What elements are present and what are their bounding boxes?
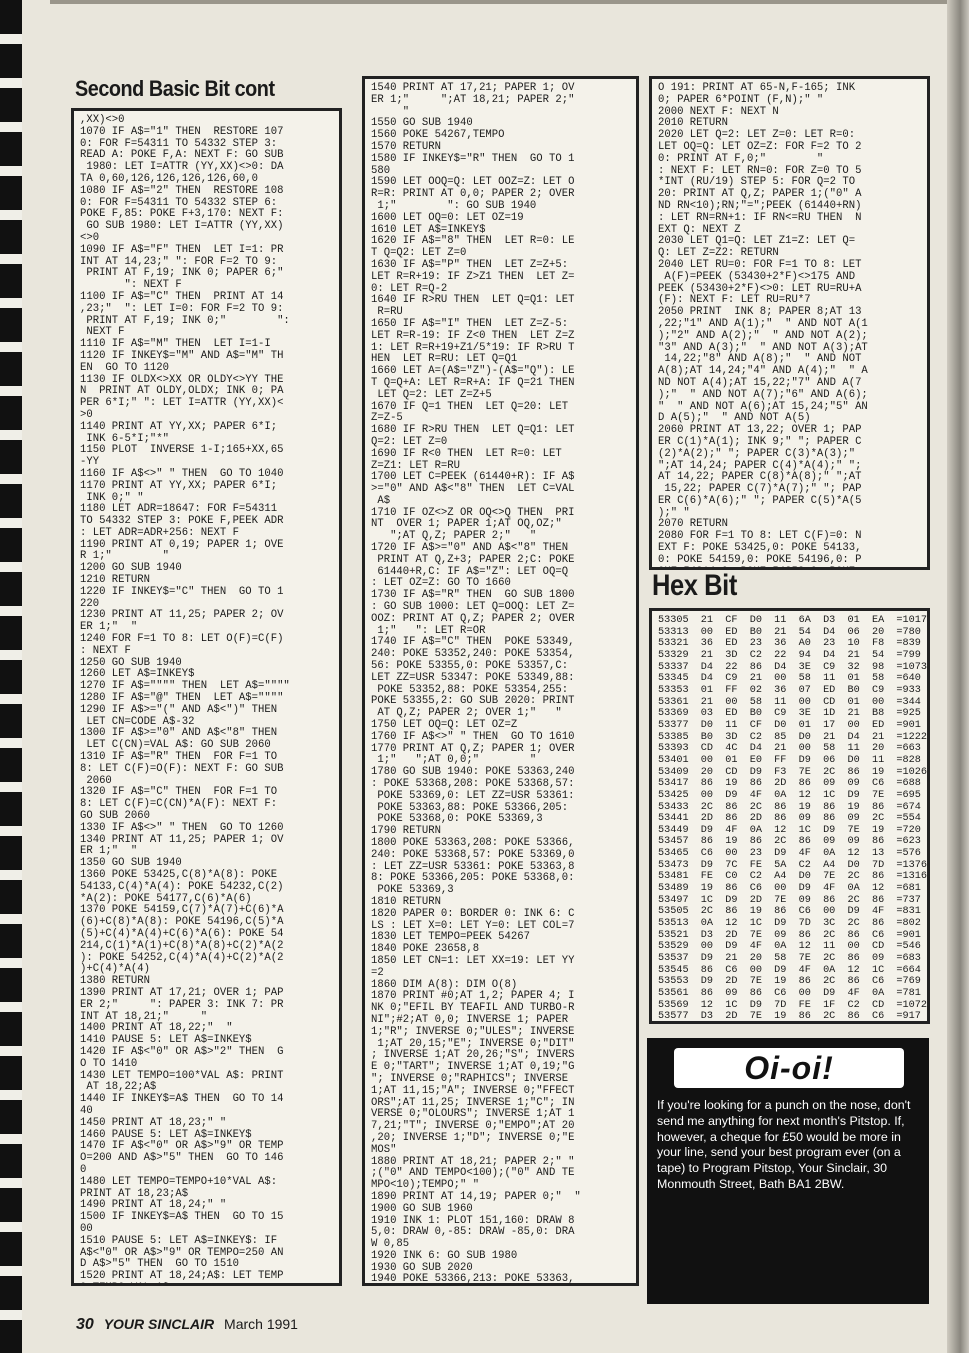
oi-oi-text: If you're looking for a punch on the nose, don't send me anything for next month's Pitstop. If, however, a cheque for £50 would be more in your line, send your best program ever (on a tape) to Program Pitstop, Your Sinclair, 30 Monmouth Street, Bath BA1 2BW.: [657, 1098, 911, 1191]
basic-listing-column-3: [649, 76, 930, 570]
listing-text: 53305 21 CF D0 11 6A D3 01 EA =1017 53313 00 ED B0 21 54 D4 06 20 =780 53321 36 ED 23 36 A0 23 10 F8 =839 53329 21 3D C2 22 94 D4 21 54 =799 53337 D4 22 86 D4 3E C9 32 98 =1073 53345 D4 C9 21 00 58 11 01 58 =640 53353 01 FF 02 36 07 ED B0 C9 =933 53361 21 00 58 11 00 CD 01 00 =344 53369 03 ED B0 C9 3E 1D 21 B8 =925 53377 D0 11 CF D0 01 17 00 ED =901 53385 B0 3D C2 85 D0 21 D4 21 =1222 53393 CD 4C D4 21 00 58 11 20 =663 53401 00 01 E0 FF D9 06 D0 11 =828 53409 20 CD D9 F3 7E 2C 86 19 =1026 53417 86 19 86 2D 86 09 09 C6 =688 53425 00 D9 4F 0A 12 1C D9 7E =695 53433 2C 86 2C 86 19 86 19 86 =674 53441 2D 86 2D 86 09 86 09 2C =554 53449 D9 4F 0A 12 1C D9 7E 19 =720 53457 86 19 86 2C 86 09 09 86 =623 53465 C6 00 23 D9 4F 0A 12 13 =576 53473 D9 7C FE 5A C2 A4 D0 7D =1376 53481 FE C0 C2 A4 D0 7E 2C 86 =1316 53489 19 86 C6 00 D9 4F 0A 12 =681 53497 1C D9 2D 7E 09 86 2C 86 =737 53505 2C 86 19 86 C6 00 D9 4F =831 53513 0A 12 1C D9 7D 3C 2C 86 =802 53521 D3 2D 7E 09 86 2C 86 C6 =901 53529 00 D9 4F 0A 12 11 00 CD =546 53537 D9 21 20 58 7E 2C 86 09 =683 53545 86 C6 00 D9 4F 0A 12 1C =664 53553 D9 2D 7E 19 86 2C 86 C6 =769 53561 86 09 86 C6 00 D9 4F 0A =781 53569 12 1C D9 7D FE 1F C2 CD =1072 53577 D3 2D 7E 19 86 2C 86 C6 =917: [658, 615, 927, 1023]
section-heading-hex: Hex Bit: [652, 569, 737, 602]
oi-oi-title: Oi-oi!: [674, 1048, 904, 1088]
listing-text: O 191: PRINT AT 65-N,F-165; INK 0; PAPER 6*POINT (F,N);" " 2000 NEXT F: NEXT N 2010 RETURN 2020 LET Q=2: LET Z=0: LET R=0: LET OQ=Q: LET OZ=Z: FOR F=2 TO 2 0: PRINT AT F,0;" " : NEXT F: LET RN=0: FOR Z=0 TO 5 *INT (RU/19) STEP 5: FOR Q=2 TO 20: PRINT AT Q,Z; PAPER 1;("0" A ND RN<10);RN;"=";PEEK (61440+RN) : LET RN=RN+1: IF RN<=RU THEN N EXT Q: NEXT Z 2030 LET Q1=Q: LET Z1=Z: LET Q= Q: LET Z=Z2: RETURN 2040 LET RU=0: FOR F=1 TO 8: LET A(F)=PEEK (53430+2*F)<>175 AND PEEK (53430+2*F)<>0: LET RU=RU+A (F): NEXT F: LET RU=RU*7 2050 PRINT INK 8; PAPER 8;AT 13 ,22;"1" AND A(1);" " AND NOT A(1 );"2" AND A(2);" " AND NOT A(2); "3" AND A(3);" " AND NOT A(3);AT 14,22;"8" AND A(8);" " AND NOT A(8);AT 14,24;"4" AND A(4);" " A ND NOT A(4);AT 15,22;"7" AND A(7 );" " AND NOT A(7);"6" AND A(6); " " AND NOT A(6);AT 15,24;"5" AN D A(5);" " AND NOT A(5) 2060 PRINT AT 13,22; OVER 1; PAP ER C(1)*A(1); INK 9;" "; PAPER C (2)*A(2);" "; PAPER C(3)*A(3);" ";AT 14,24; PAPER C(4)*A(4);" "; AT 14,22; PAPER C(8)*A(8);" ";AT 15,22; PAPER C(7)*A(7);" "; PAP ER C(6)*A(6);" "; PAPER C(5)*A(5 );" " 2070 RETURN 2080 FOR F=1 TO 8: LET C(F)=0: N EXT F: POKE 53425,0: POKE 54133, 0: POKE 54159,0: POKE 54196,0: P: [658, 82, 868, 566]
listing-text: 1540 PRINT AT 17,21; PAPER 1; OV ER 1;" ";AT 18,21; PAPER 2;" " 1550 GO SUB 1940 1560 POKE 54267,TEMPO 1570 RETURN 1580 IF INKEY$="R" THEN GO TO 1 580 1590 LET OOQ=Q: LET OOZ=Z: LET O R=R: PRINT AT 0,0; PAPER 2; OVER 1;" ": GO SUB 1940 1600 LET OQ=0: LET OZ=19 1610 LET A$=INKEY$ 1620 IF A$="8" THEN LET R=0: LE T Q=Q2: LET Z=0 1630 IF A$="P" THEN LET Z=Z+5: LET R=R+19: IF Z>Z1 THEN LET Z= 0: LET R=Q-2 1640 IF R>RU THEN LET Q=Q1: LET R=RU 1650 IF A$="I" THEN LET Z=Z-5: LET R=R-19: IF Z<0 THEN LET Z=Z 1: LET R=R+19+Z1/5*19: IF R>RU T HEN LET R=RU: LET Q=Q1 1660 LET A=(A$="Z")-(A$="Q"): LE T Q=Q+A: LET R=R+A: IF Q=21 THEN LET Q=2: LET Z=Z+5 1670 IF Q=1 THEN LET Q=20: LET Z=Z-5 1680 IF R>RU THEN LET Q=Q1: LET Q=2: LET Z=0 1690 IF R<0 THEN LET R=0: LET Z=Z1: LET R=RU 1700 LET C=PEEK (61440+R): IF A$ >="0" AND A$<"8" THEN LET C=VAL A$ 1710 IF OZ<>Z OR OQ<>Q THEN PRI NT OVER 1; PAPER 1;AT OQ,OZ;" ";AT Q,Z; PAPER 2;" " 1720 IF A$>="0" AND A$<"8" THEN PRINT AT Q,Z+3; PAPER 2;C: POKE 61440+R,C: IF A$="Z": LET OQ=Q : LET OZ=Z: GO TO 1660 1730 IF A$="R" THEN GO SUB 1800 : GO SUB 1000: LET Q=OOQ: LET Z= OOZ: PRINT AT Q,Z; PAPER 2; OVER 1;" ": LET R=OR 1740 IF A$="C" THEN POKE 53349, 240: POKE 53352,240: POKE 53354, 56: POKE 53355,0: POKE 53357,C: LET ZZ=USR 53347: POKE 53349,88: POKE 53352,88: POKE 53354,255: POKE 53355,2: GO SUB 2020: PRINT AT Q,Z; PAPER 2; OVER 1;" " 1750 LET OQ=Q: LET OZ=Z 1760 IF A$<>" " THEN GO TO 1610 1770 PRINT AT Q,Z; PAPER 1; OVER 1;" ";AT 0,0;" " 1780 GO SUB 1940: POKE 53363,240 : POKE 53368,208: POKE 53368,57: POKE 53369,0: LET ZZ=USR 53361: POKE 53363,88: POKE 53366,205: POKE 53368,0: POKE 53369,3 1790 RETURN 1800 POKE 53363,208: POKE 53366, 240: POKE 53368,57: POKE 53369,0 : LET ZZ=USR 53361: POKE 53363,8 8: POKE 53366,205: POKE 53368,0: POKE 53369,3 1810 RETURN 1820 PAPER 0: BORDER 0: INK 6: C LS : LET X=0: LET Y=0: LET COL=7 1830 LET TEMPO=PEEK 54267 1840 POKE 23658,8 1850 LET CN=1: LET XX=19: LET YY =2 1860 DIM A(8): DIM O(8) 1870 PRINT #0;AT 1,2; PAPER 4; I NK 0;"EFIL BY TEAFIL AND TURBO-R NI";#2;AT 0,0; INVERSE 1; PAPER 1;"R"; INVERSE 0;"ULES"; INVERSE 1;AT 20,15;"E"; INVERSE 0;"DIT" ; INVERSE 1;AT 20,26;"S"; INVERS E 0;"TART"; INVERSE 1;AT 0,19;"G "; INVERSE 0;"RAPHICS"; INVERSE 1;AT 11,15;"A"; INVERSE 0;"FFECT ORS";AT 11,25; INVERSE 1;"C"; IN VERSE 0;"OLOURS"; INVERSE 1;AT 1 7,21;"T"; INVERSE 0;"EMPO";AT 20 ,20; INVERSE 1;"D"; INVERSE 0;"E MOS" 1880 PRINT AT 18,21; PAPER 2;" " ;("0" AND TEMPO<100);("0" AND TE MPO<10);TEMPO;" " 1890 PRINT AT 14,19; PAPER 0;" " 1900 GO SUB 1960 1910 INK 1: PLOT 151,160: DRAW 8 5,0: DRAW 0,-85: DRAW -85,0: DRA W 0,85 1920 INK 6: GO SUB 1980 1930 GO SUB 2020 1940 POKE 53366,213: POKE 53363,: [371, 82, 581, 1286]
issue-date: March 1991: [224, 1316, 298, 1332]
page-footer: [76, 1316, 298, 1334]
magazine-name: YOUR SINCLAIR: [103, 1316, 215, 1332]
section-heading-basic: Second Basic Bit cont: [75, 76, 275, 101]
listing-text: ,XX)<>0 1070 IF A$="1" THEN RESTORE 107 0: FOR F=54311 TO 54332 STEP 3: READ A: POKE F,A: NEXT F: GO SUB 1980: LET I=ATTR (YY,XX)<>0: DA TA 0,60,126,126,126,126,60,0 1080 IF A$="2" THEN RESTORE 108 0: FOR F=54311 TO 54332 STEP 6: POKE F,85: POKE F+3,170: NEXT F: GO SUB 1980: LET I=ATTR (YY,XX) <>0 1090 IF A$="F" THEN LET I=1: PR INT AT 14,23;" ": FOR F=2 TO 9: PRINT AT F,19; INK 0; PAPER 6;" ": NEXT F 1100 IF A$="C" THEN PRINT AT 14 ,23;" ": LET I=0: FOR F=2 TO 9: PRINT AT F,19; INK 0;" ": NEXT F 1110 IF A$="M" THEN LET I=1-I 1120 IF INKEY$="M" AND A$="M" TH EN GO TO 1120 1130 IF OLDX<>XX OR OLDY<>YY THE N PRINT AT OLDY,OLDX; INK 0; PA PER 6*I;" ": LET I=ATTR (YY,XX)< >0 1140 PRINT AT YY,XX; PAPER 6*I; INK 6-5*I;"*" 1150 PLOT INVERSE 1-I;165+XX,65 -YY 1160 IF A$<>" " THEN GO TO 1040 1170 PRINT AT YY,XX; PAPER 6*I; INK 0;" " 1180 LET ADR=18647: FOR F=54311 TO 54332 STEP 3: POKE F,PEEK ADR : LET ADR=ADR+256: NEXT F 1190 PRINT AT 0,19; PAPER 1; OVE R 1;" " 1200 GO SUB 1940 1210 RETURN 1220 IF INKEY$="C" THEN GO TO 1 220 1230 PRINT AT 11,25; PAPER 2; OV ER 1;" " 1240 FOR F=1 TO 8: LET O(F)=C(F) : NEXT F 1250 GO SUB 1940 1260 LET A$=INKEY$ 1270 IF A$="""" THEN LET A$="""" 1280 IF A$="@" THEN LET A$="""" 1290 IF A$>="(" AND A$<")" THEN LET CN=CODE A$-32 1300 IF A$>="0" AND A$<"8" THEN LET C(CN)=VAL A$: GO SUB 2060 1310 IF A$="R" THEN FOR F=1 TO 8: LET C(F)=O(F): NEXT F: GO SUB 2060 1320 IF A$="C" THEN FOR F=1 TO 8: LET C(F)=C(CN)*A(F): NEXT F: GO SUB 2060 1330 IF A$<>" " THEN GO TO 1260 1340 PRINT AT 11,25; PAPER 1; OV ER 1;" " 1350 GO SUB 1940 1360 POKE 53425,C(8)*A(8): POKE 54133,C(4)*A(4): POKE 54232,C(2) *A(2): POKE 54177,C(6)*A(6) 1370 POKE 54159,C(7)*A(7)+C(6)*A (6)+C(8)*A(8): POKE 54196,C(5)*A (5)+C(4)*A(4)+C(6)*A(6): POKE 54 214,C(1)*A(1)+C(8)*A(8)+C(2)*A(2 ): POKE 54252,C(4)*A(4)+C(2)*A(2 )+C(4)*A(4) 1380 RETURN 1390 PRINT AT 17,21; OVER 1; PAP ER 2;" ": PAPER 3: INK 7: PR INT AT 18,21;" " 1400 PRINT AT 18,22;" " 1410 PAUSE 5: LET A$=INKEY$ 1420 IF A$<"0" OR A$>"2" THEN G O TO 1410 1430 LET TEMPO=100*VAL A$: PRINT AT 18,22;A$ 1440 IF INKEY$=A$ THEN GO TO 14 40 1450 PRINT AT 18,23;" " 1460 PAUSE 5: LET A$=INKEY$ 1470 IF A$<"0" OR A$>"9" OR TEMP O=200 AND A$>"5" THEN GO TO 146 0 1480 LET TEMPO=TEMPO+10*VAL A$: PRINT AT 18,23;A$ 1490 PRINT AT 18,24;" " 1500 IF INKEY$=A$ THEN GO TO 15 00 1510 PAUSE 5: LET A$=INKEY$: IF A$<"0" OR A$>"9" OR TEMPO=250 AN D A$>"5" THEN GO TO 1510 1520 PRINT AT 18,24;A$: LET TEMP: [80, 114, 290, 1283]
hex-listing: [649, 608, 930, 1024]
basic-listing-column-1: [71, 108, 342, 1286]
page-edge-shadow: [947, 0, 969, 1353]
page-number: 30: [76, 1316, 94, 1333]
basic-listing-column-2: [362, 76, 639, 1286]
top-rule: [0, 0, 969, 4]
binding-strip: [0, 0, 50, 1353]
oi-oi-box: [647, 1038, 929, 1304]
